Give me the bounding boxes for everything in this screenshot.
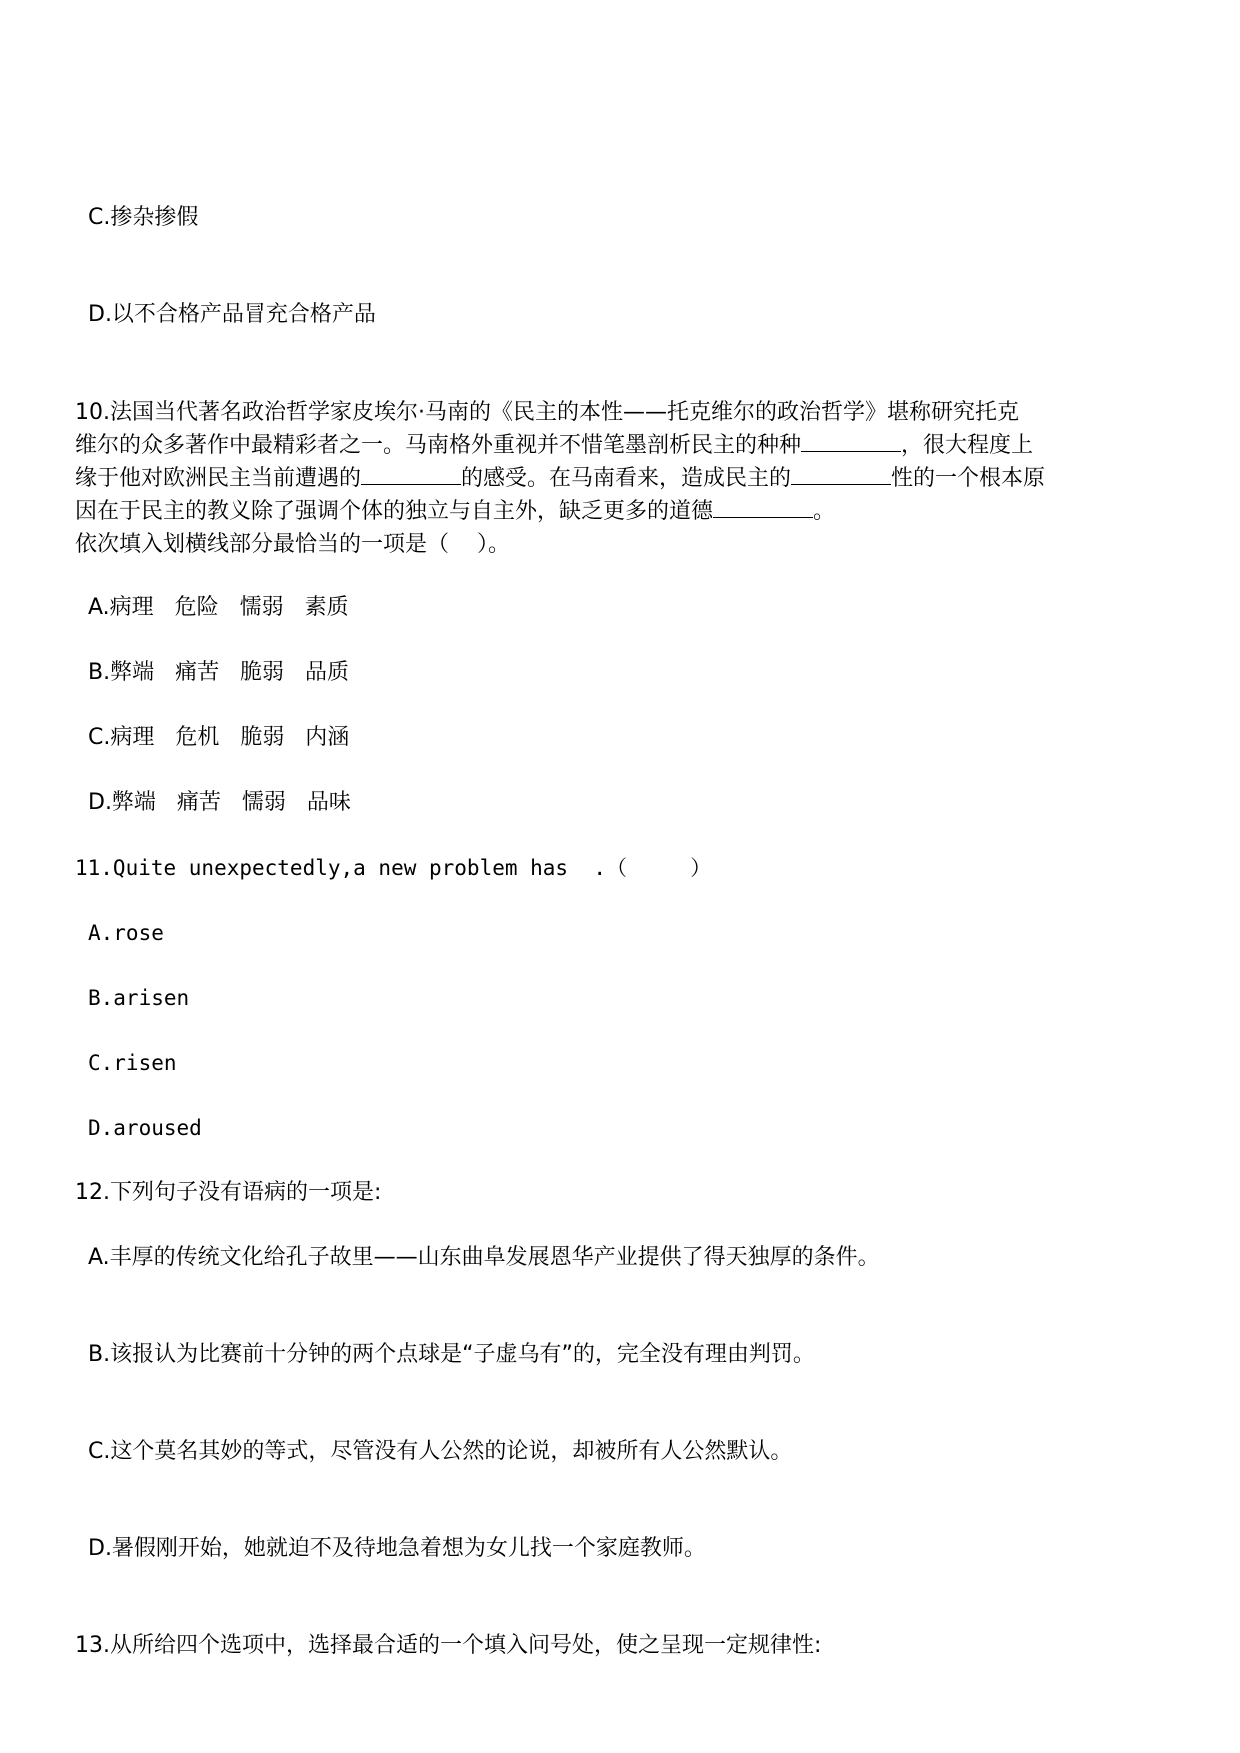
q9-option-d: D.以不合格产品冒充合格产品 [88,302,376,327]
q10-option-d: D.弊端 痛苦 懦弱 品味 [88,790,351,815]
q9-option-c: C.掺杂掺假 [88,205,199,230]
q10-line-4: 因在于民主的教义除了强调个体的独立与自主外，缺乏更多的道德 。 [75,495,1175,528]
q11-question: 11.Quite unexpectedly,a new problem has .（ ） [75,856,712,880]
q10-stem [75,396,1175,561]
q12-option-a: A.丰厚的传统文化给孔子故里——山东曲阜发展恩华产业提供了得天独厚的条件。 [88,1245,880,1270]
q12-question: 12.下列句子没有语病的一项是: [75,1180,382,1205]
q12-option-d: D.暑假刚开始，她就迫不及待地急着想为女儿找一个家庭教师。 [88,1536,706,1561]
q10-line-3: 缘于他对欧洲民主当前遭遇的 的感受。在马南看来，造成民主的 性的一个根本原 [75,462,1175,495]
q10-line-2: 维尔的众多著作中最精彩者之一。马南格外重视并不惜笔墨剖析民主的种种 ，很大程度上 [75,429,1175,462]
q11-option-a: A.rose [88,921,164,945]
q13-question: 13.从所给四个选项中，选择最合适的一个填入问号处，使之呈现一定规律性: [75,1633,822,1658]
fill-blank-4 [713,495,813,518]
fill-blank-3 [791,462,891,485]
q10-line-5: 依次填入划横线部分最恰当的一项是（ ）。 [75,532,510,557]
q11-option-c: C.risen [88,1051,177,1075]
fill-blank-2 [361,462,461,485]
q10-option-b: B.弊端 痛苦 脆弱 品质 [88,660,350,685]
fill-blank-1 [801,429,901,452]
q11-option-b: B.arisen [88,986,190,1010]
q10-line-1: 10.法国当代著名政治哲学家皮埃尔·马南的《民主的本性——托克维尔的政治哲学》堪称研究托克 [75,400,1019,425]
q12-option-b: B.该报认为比赛前十分钟的两个点球是“子虚乌有”的，完全没有理由判罚。 [88,1342,815,1367]
q10-option-a: A.病理 危险 懦弱 素质 [88,595,349,620]
q11-option-d: D.aroused [88,1116,202,1140]
q10-option-c: C.病理 危机 脆弱 内涵 [88,725,350,750]
q12-option-c: C.这个莫名其妙的等式，尽管没有人公然的论说，却被所有人公然默认。 [88,1439,793,1464]
